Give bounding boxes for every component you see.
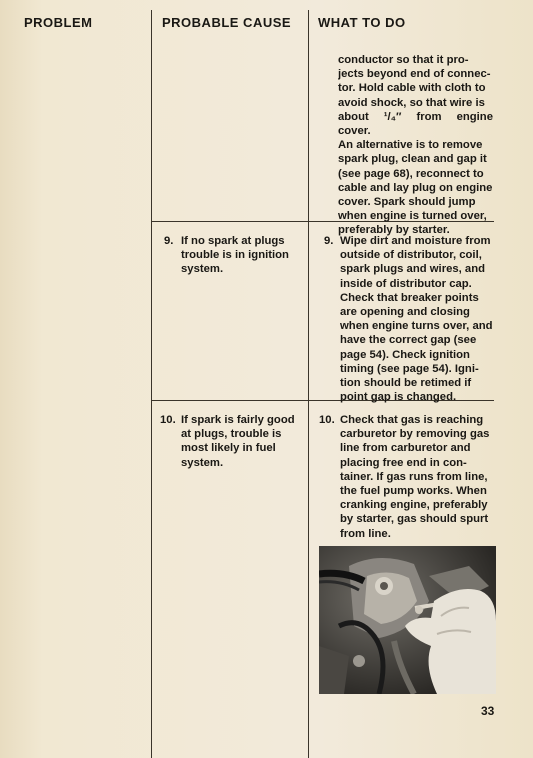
- cause-line: system.: [181, 263, 224, 276]
- cause-line: most likely in fuel: [181, 442, 276, 455]
- todo-line: An alternative is to remove: [338, 139, 483, 152]
- todo-item-9: [324, 234, 494, 404]
- column-divider-2: [308, 10, 309, 758]
- todo-line: tion should be retimed if: [340, 377, 472, 390]
- todo-line: Check that breaker points: [340, 291, 479, 304]
- todo-line: the fuel pump works. When: [340, 485, 487, 498]
- header-probable-cause: PROBABLE CAUSE: [162, 15, 292, 30]
- todo-line: spark plugs and wires, and: [340, 263, 486, 276]
- todo-line: outside of distributor, coil,: [340, 249, 482, 262]
- header-what-to-do: WHAT TO DO: [318, 15, 406, 30]
- todo-line: cover. Spark should jump: [338, 196, 476, 209]
- todo-number: 9.: [324, 235, 334, 247]
- todo-line: have the correct gap (see: [340, 334, 477, 347]
- todo-line: conductor so that it pro-: [338, 54, 469, 66]
- todo-line: carburetor by removing gas: [340, 428, 490, 441]
- cause-line: trouble is in ignition: [181, 249, 289, 262]
- todo-line: Wipe dirt and moisture from: [340, 235, 491, 247]
- todo-line: tor. Hold cable with cloth to: [338, 82, 486, 95]
- cause-item-9: [164, 234, 301, 277]
- page-number: 33: [481, 704, 495, 718]
- todo-line: inside of distributor cap.: [340, 277, 472, 290]
- todo-line: when engine is turned over,: [338, 210, 487, 223]
- todo-line: are opening and closing: [340, 306, 470, 319]
- todo-line: avoid shock, so that wire is: [338, 96, 485, 109]
- todo-line: when engine turns over, and: [340, 320, 493, 333]
- cause-number: 10.: [160, 414, 176, 426]
- cause-number: 9.: [164, 235, 174, 247]
- todo-line: jects beyond end of connec-: [338, 68, 491, 81]
- todo-line: timing (see page 54). Igni-: [340, 362, 479, 375]
- todo-line: preferably by starter.: [338, 224, 450, 237]
- todo-line: from line.: [340, 527, 391, 540]
- todo-line: about ¹/₄″ from engine cover.: [338, 110, 493, 138]
- todo-line: cable and lay plug on engine: [338, 181, 493, 194]
- header-problem: PROBLEM: [24, 15, 93, 30]
- cause-line: at plugs, trouble is: [181, 428, 282, 441]
- todo-line: by starter, gas should spurt: [340, 513, 489, 526]
- todo-line: cranking engine, preferably: [340, 499, 488, 512]
- todo-line: (see page 68), reconnect to: [338, 167, 484, 180]
- todo-line: Check that gas is reaching: [340, 414, 484, 426]
- cause-line: system.: [181, 456, 224, 469]
- todo-number: 10.: [319, 414, 335, 426]
- cause-line: If spark is fairly good: [181, 414, 295, 426]
- todo-line: point gap is changed.: [340, 391, 457, 404]
- column-divider-1: [151, 10, 152, 758]
- cause-line: If no spark at plugs: [181, 235, 285, 247]
- todo-item-10: [319, 413, 494, 541]
- carburetor-illustration: [319, 546, 496, 694]
- cause-item-10: [160, 413, 301, 470]
- todo-line: tainer. If gas runs from line,: [340, 470, 488, 483]
- todo-line: spark plug, clean and gap it: [338, 153, 487, 166]
- todo-line: line from carburetor and: [340, 442, 471, 455]
- todo-line: placing free end in con-: [340, 456, 467, 469]
- todo-line: page 54). Check ignition: [340, 348, 470, 361]
- todo-continuation: [338, 53, 493, 238]
- carburetor-photo: [319, 546, 496, 694]
